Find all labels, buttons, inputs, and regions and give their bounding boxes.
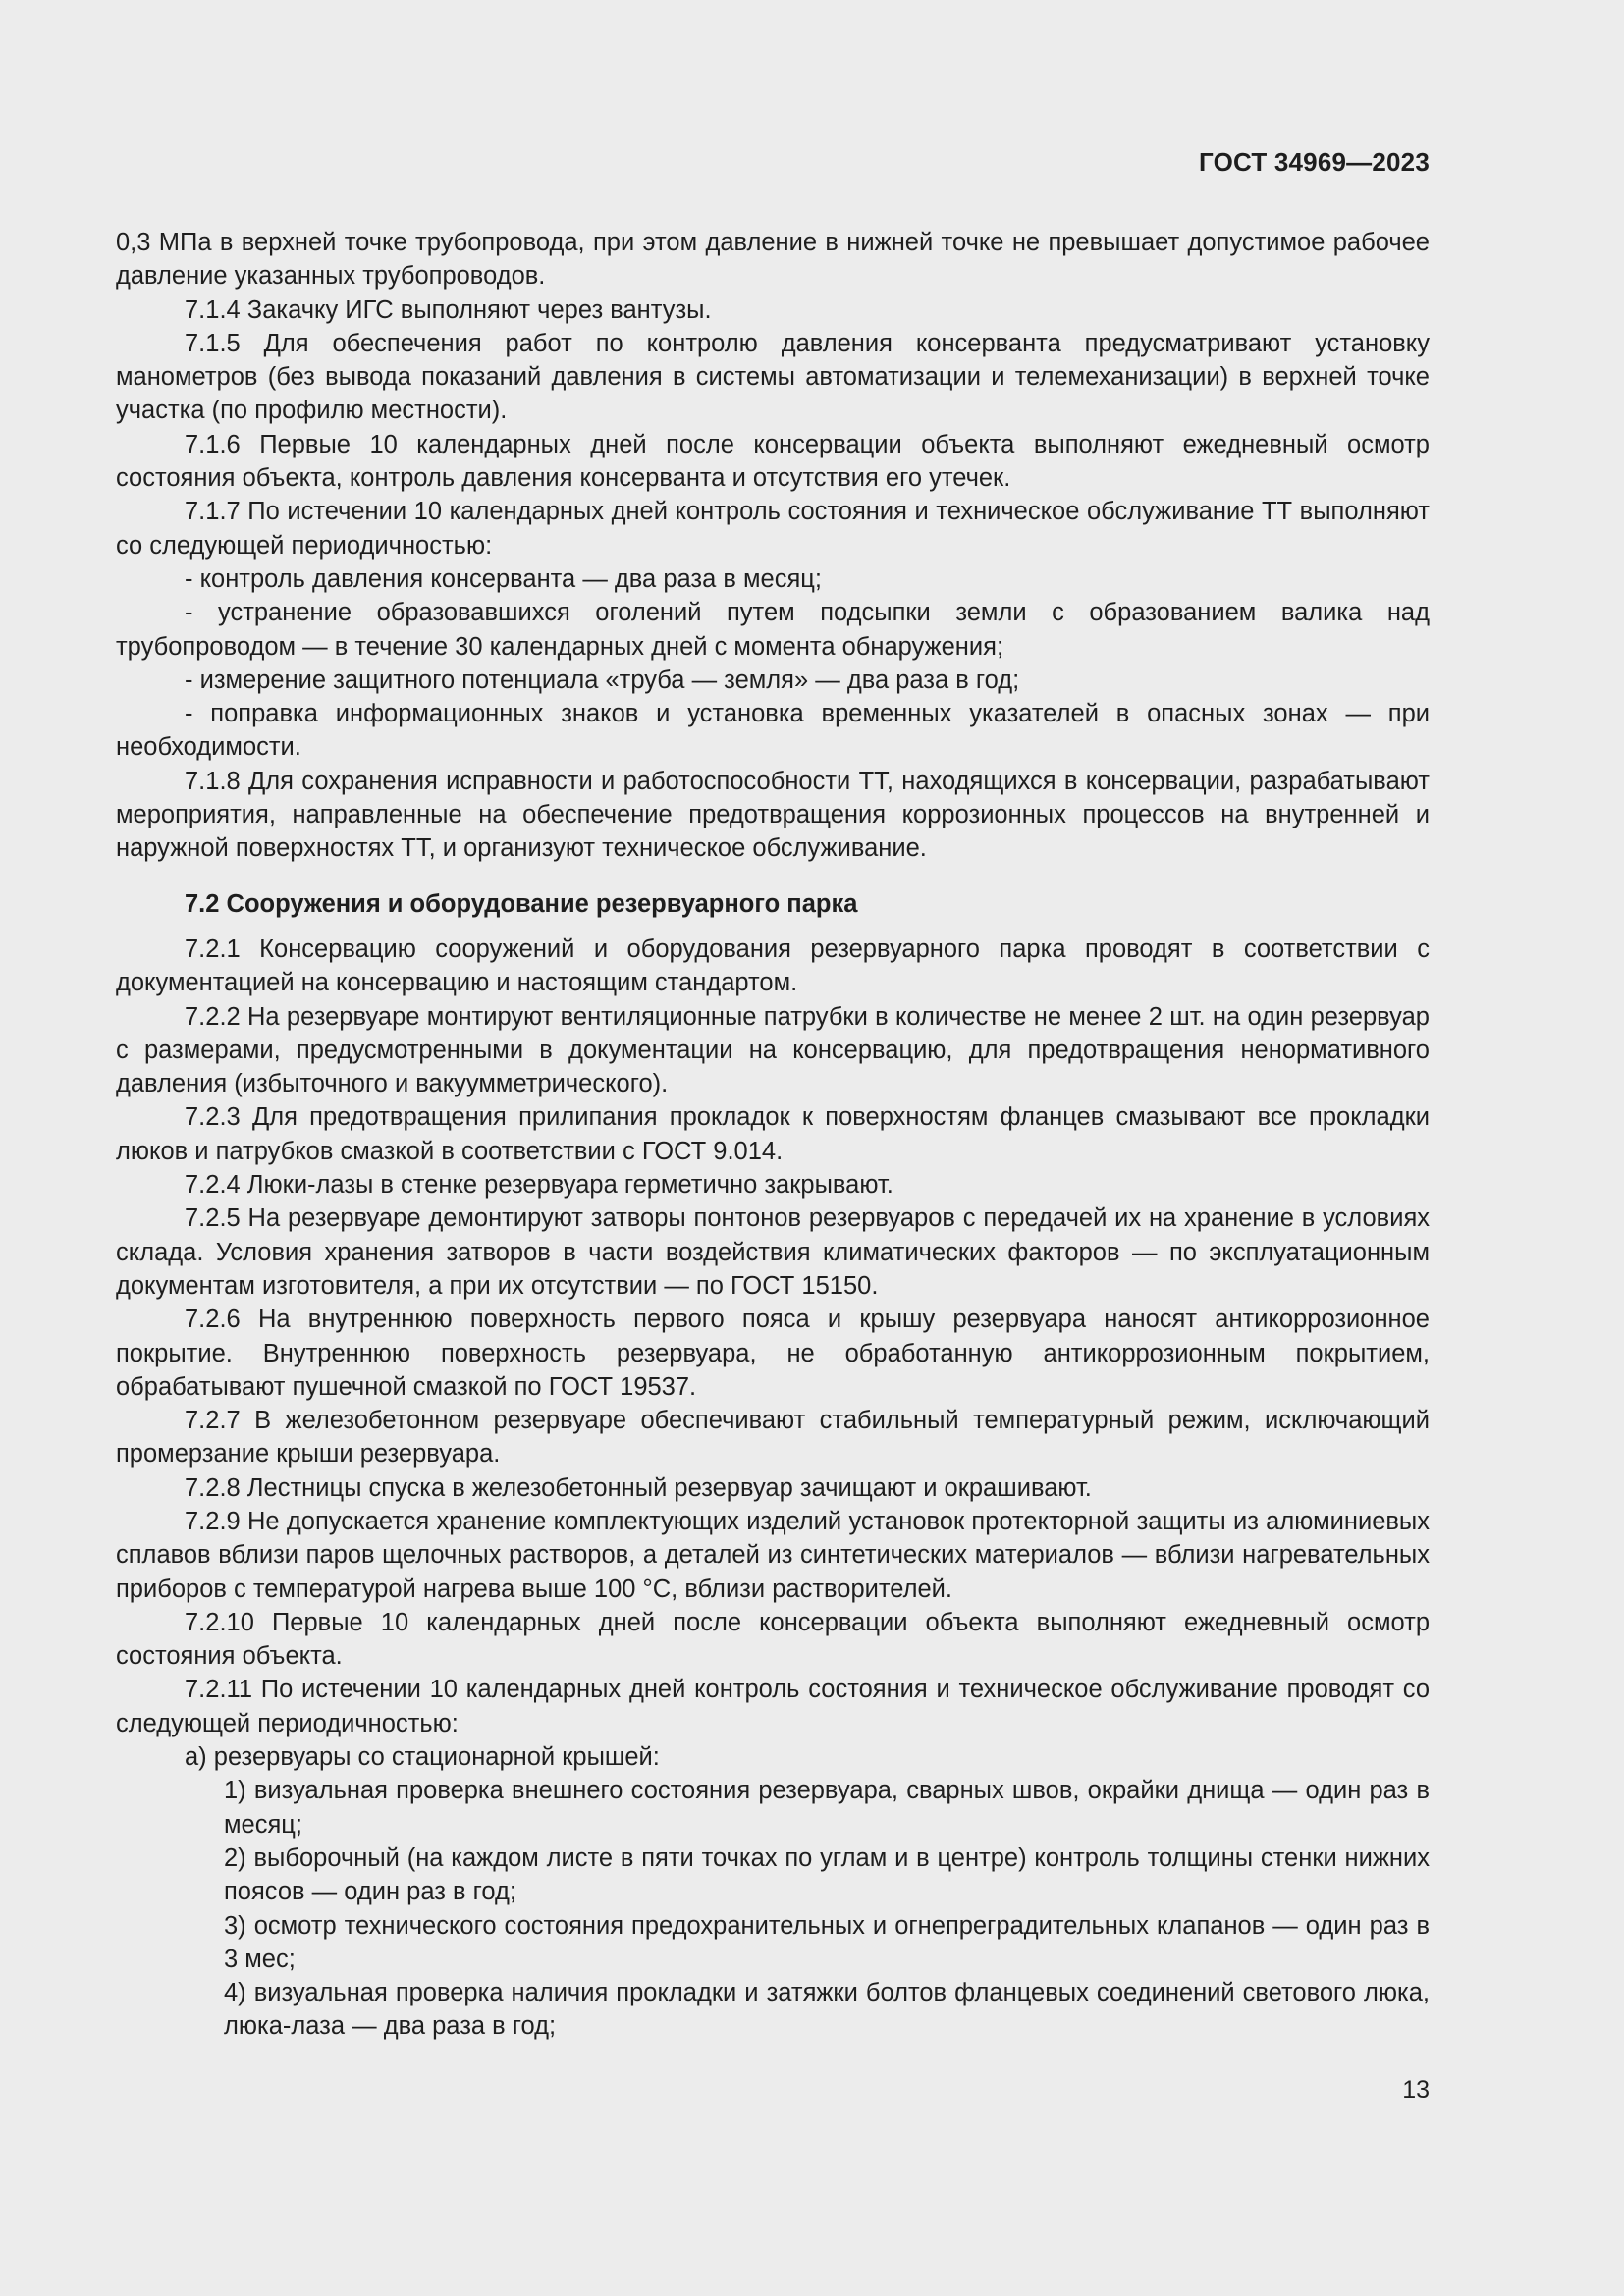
- list-item-a: а) резервуары со стационарной крышей:: [185, 1743, 660, 1772]
- paragraph-7-2-10: 7.2.10 Первые 10 календарных дней после консервации объекта выполняют ежедневный осмотр состояния объекта.: [116, 1608, 1430, 1671]
- paragraph-7-1-4: 7.1.4 Закачку ИГС выполняют через вантузы.: [185, 295, 712, 324]
- paragraph-continuation: 0,3 МПа в верхней точке трубопровода, при этом давление в нижней точке не превышает допустимое рабочее давление указанных трубопроводов.: [116, 229, 1430, 291]
- paragraph-7-2-11: 7.2.11 По истечении 10 календарных дней контроль состояния и техническое обслуживание проводят со следующей периодичностью:: [116, 1676, 1430, 1737]
- paragraph-7-2-7: 7.2.7 В железобетонном резервуаре обеспечивают стабильный температурный режим, исключающий промерзание крыши резервуара.: [116, 1407, 1430, 1468]
- paragraph-7-1-7: 7.1.7 По истечении 10 календарных дней контроль состояния и техническое обслуживание ТТ выполняют со следующей периодичностью:: [116, 498, 1430, 560]
- paragraph-7-2-1: 7.2.1 Консервацию сооружений и оборудования резервуарного парка проводят в соответствии с документацией на консервацию и настоящим стандартом.: [116, 934, 1430, 997]
- paragraph-7-1-6: 7.1.6 Первые 10 календарных дней после консервации объекта выполняют ежедневный осмотр состояния объекта, контроль давления консерванта и отсутствия его утечек.: [116, 430, 1430, 493]
- document-header: ГОСТ 34969—2023: [1199, 147, 1430, 177]
- document-page: [116, 0, 1430, 2296]
- paragraph-7-2-9: 7.2.9 Не допускается хранение комплектующих изделий установок протекторной защиты из алюминиевых сплавов вблизи паров щелочных растворов, а деталей из синтетических материалов — вблизи нагревательных приборов с температурой нагрева выше 100 °С, вблизи растворителей.: [116, 1507, 1430, 1603]
- list-item: 4) визуальная проверка наличия прокладки и затяжки болтов фланцевых соединений светового люка, люка-лаза — два раза в год;: [224, 1979, 1430, 2041]
- dash-item: - контроль давления консерванта — два раза в месяц;: [185, 564, 822, 593]
- paragraph-7-2-6: 7.2.6 На внутреннюю поверхность первого пояса и крышу резервуара наносят антикоррозионное покрытие. Внутреннюю поверхность резервуара, не обработанную антикоррозионным покрытием, обрабатывают пушечной смазкой по ГОСТ 19537.: [116, 1306, 1430, 1401]
- dash-item: - поправка информационных знаков и установка временных указателей в опасных зонах — при необходимости.: [116, 700, 1430, 762]
- section-heading-7-2: 7.2 Сооружения и оборудование резервуарного парка: [185, 889, 858, 918]
- list-item: 1) визуальная проверка внешнего состояния резервуара, сварных швов, окрайки днища — один раз в месяц;: [224, 1777, 1430, 1839]
- paragraph-7-2-5: 7.2.5 На резервуаре демонтируют затворы понтонов резервуаров с передачей их на хранение в условиях склада. Условия хранения затворов в части воздействия климатических факторов — по эксплуатационным документам изготовителя, а при их отсутствии — по ГОСТ 15150.: [116, 1204, 1430, 1300]
- list-item: 2) выборочный (на каждом листе в пяти точках по углам и в центре) контроль толщины стенки нижних поясов — один раз в год;: [224, 1843, 1430, 1906]
- paragraph-7-2-4: 7.2.4 Люки-лазы в стенке резервуара герметично закрывают.: [185, 1171, 893, 1200]
- document-body: [116, 226, 1430, 2044]
- list-item: 3) осмотр технического состояния предохранительных и огнепреградительных клапанов — один раз в 3 мес;: [224, 1911, 1430, 1973]
- dash-item: - устранение образовавшихся оголений путем подсыпки земли с образованием валика над трубопроводом — в течение 30 календарных дней с момента обнаружения;: [116, 599, 1430, 661]
- page-number: 13: [1402, 2076, 1430, 2104]
- dash-item: - измерение защитного потенциала «труба — земля» — два раза в год;: [185, 666, 1020, 694]
- paragraph-7-2-8: 7.2.8 Лестницы спуска в железобетонный резервуар зачищают и окрашивают.: [185, 1473, 1092, 1502]
- paragraph-7-2-3: 7.2.3 Для предотвращения прилипания прокладок к поверхностям фланцев смазывают все прокладки люков и патрубков смазкой в соответствии с ГОСТ 9.014.: [116, 1103, 1430, 1165]
- paragraph-7-2-2: 7.2.2 На резервуаре монтируют вентиляционные патрубки в количестве не менее 2 шт. на один резервуар с размерами, предусмотренными в документации на консервацию, для предотвращения ненормативного давления (избыточного и вакуумметрического).: [116, 1002, 1430, 1098]
- paragraph-7-1-8: 7.1.8 Для сохранения исправности и работоспособности ТТ, находящихся в консервации, разрабатывают мероприятия, направленные на обеспечение предотвращения коррозионных процессов на внутренней и наружной поверхностях ТТ, и организуют техническое обслуживание.: [116, 767, 1430, 863]
- paragraph-7-1-5: 7.1.5 Для обеспечения работ по контролю давления консерванта предусматривают установку манометров (без вывода показаний давления в системы автоматизации и телемеханизации) в верхней точке участка (по профилю местности).: [116, 329, 1430, 425]
